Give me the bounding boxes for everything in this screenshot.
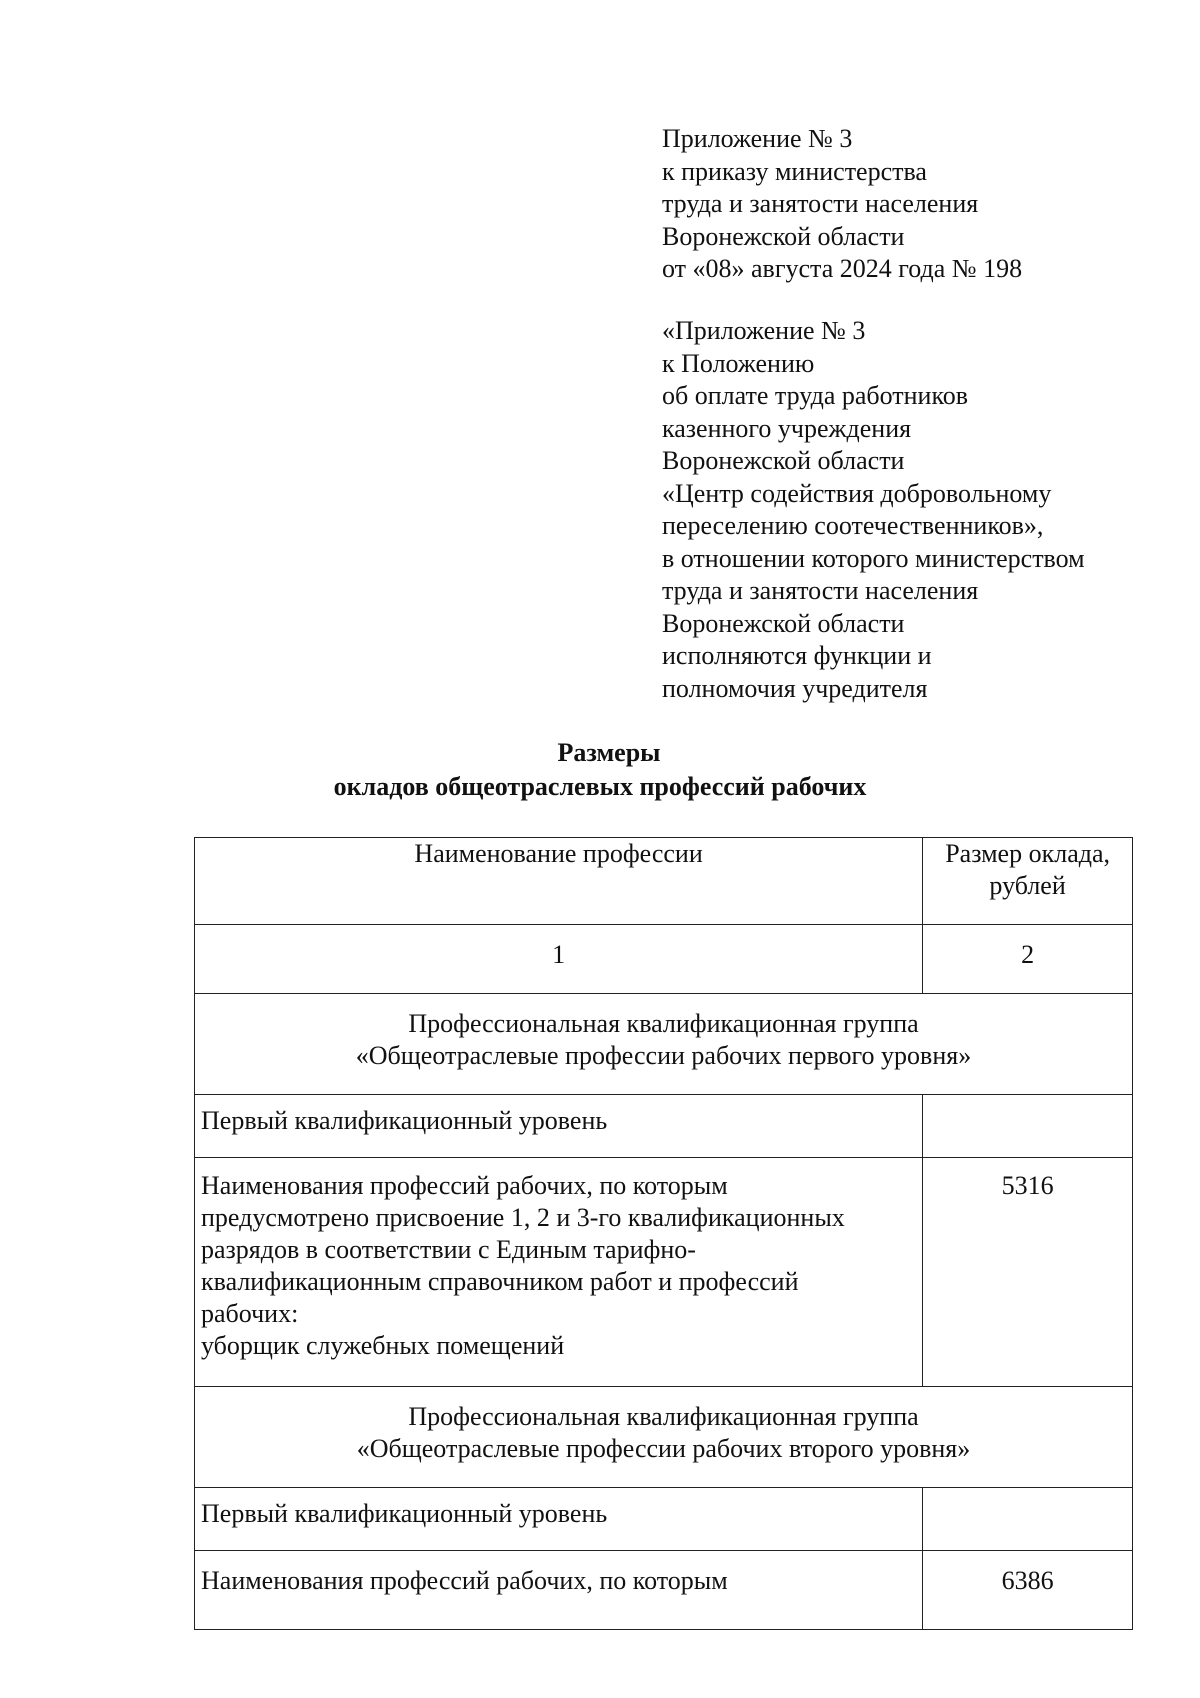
column-number-2: 2 <box>923 925 1133 994</box>
appendix-line: исполняются функции и <box>662 641 932 670</box>
appendix-regulation-reference <box>662 315 1085 705</box>
description-line: предусмотрено присвоение 1, 2 и 3-го квалификационных <box>201 1203 845 1232</box>
appendix-line: от «08» августа 2024 года № 198 <box>662 254 1023 283</box>
appendix-line: «Центр содействия добровольному <box>662 478 1052 508</box>
appendix-line: казенного учреждения <box>662 413 912 443</box>
table-row <box>195 1095 1133 1158</box>
qualification-level-value <box>923 1488 1133 1551</box>
description-line: квалификационным справочником работ и профессий <box>201 1267 799 1296</box>
group-heading-line-2: «Общеотраслевые профессии рабочих второго уровня» <box>356 1434 971 1463</box>
group-heading-level-2 <box>195 1387 1133 1488</box>
header-salary <box>923 838 1133 925</box>
appendix-line: Воронежской области <box>662 221 905 251</box>
salary-value: 6386 <box>923 1551 1133 1630</box>
table-numbering-row <box>195 925 1133 994</box>
table-group-row <box>195 1387 1133 1488</box>
title-line-1: Размеры <box>557 738 661 767</box>
appendix-line: Воронежской области <box>662 608 905 638</box>
group-heading-level-1 <box>195 994 1133 1095</box>
appendix-line: «Приложение № 3 <box>662 316 866 345</box>
appendix-line: переселению соотечественников», <box>662 511 1044 540</box>
professions-description: Наименования профессий рабочих, по которым <box>195 1551 923 1630</box>
professions-description <box>195 1158 923 1387</box>
table-group-row <box>195 994 1133 1095</box>
appendix-order-reference <box>662 123 1022 286</box>
description-line: Наименования профессий рабочих, по которым <box>201 1171 728 1200</box>
table-row <box>195 1488 1133 1551</box>
appendix-line: Приложение № 3 <box>662 124 853 153</box>
salary-value: 5316 <box>923 1158 1133 1387</box>
description-line: разрядов в соответствии с Единым тарифно- <box>201 1235 696 1264</box>
qualification-level-label: Первый квалификационный уровень <box>195 1095 923 1158</box>
description-line: рабочих: <box>201 1299 299 1328</box>
table-row <box>195 1158 1133 1387</box>
document-title <box>0 736 1200 804</box>
column-number-1: 1 <box>195 925 923 994</box>
appendix-line: к приказу министерства <box>662 156 927 186</box>
title-line-2: окладов общеотраслевых профессий рабочих <box>333 772 867 801</box>
qualification-level-value <box>923 1095 1133 1158</box>
appendix-line: труда и занятости населения <box>662 189 979 218</box>
appendix-line: труда и занятости населения <box>662 576 979 605</box>
appendix-line: в отношении которого министерством <box>662 543 1085 573</box>
description-line: уборщик служебных помещений <box>201 1331 565 1360</box>
header-salary-line-2: рублей <box>989 871 1066 900</box>
appendix-line: Воронежской области <box>662 446 905 475</box>
group-heading-line-1: Профессиональная квалификационная группа <box>408 1009 919 1038</box>
group-heading-line-1: Профессиональная квалификационная группа <box>408 1402 919 1431</box>
table-row <box>195 1551 1133 1630</box>
appendix-line: об оплате труда работников <box>662 381 969 410</box>
appendix-line: полномочия учредителя <box>662 673 928 703</box>
appendix-line: к Положению <box>662 348 815 378</box>
header-profession-name: Наименование профессии <box>195 838 923 925</box>
table-header-row <box>195 838 1133 925</box>
header-salary-line-1: Размер оклада, <box>945 839 1110 868</box>
qualification-level-label: Первый квалификационный уровень <box>195 1488 923 1551</box>
group-heading-line-2: «Общеотраслевые профессии рабочих первого уровня» <box>355 1041 972 1070</box>
salary-table <box>194 837 1133 1630</box>
